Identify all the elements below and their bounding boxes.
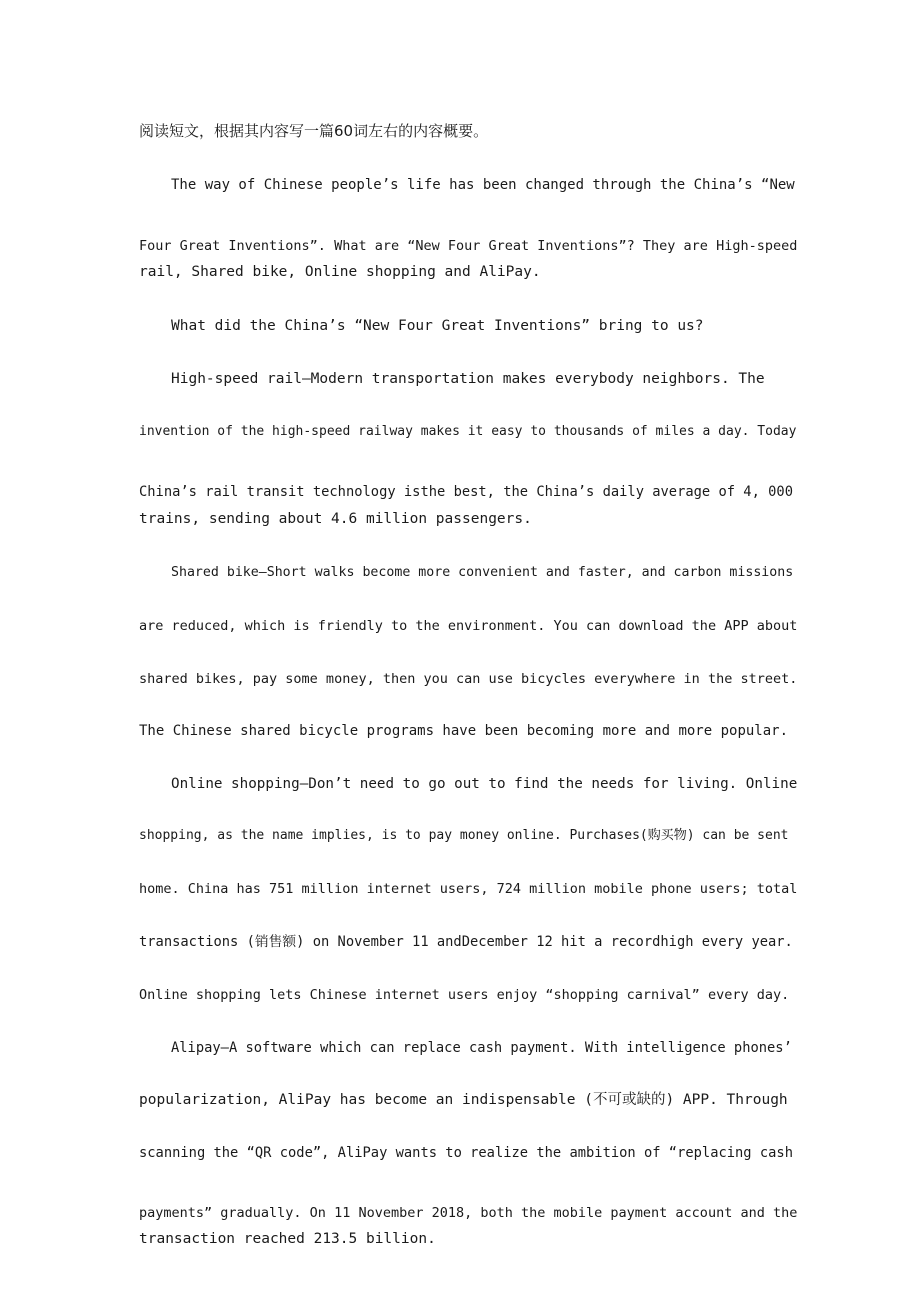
text-line: High-speed rail—Modern transportation makes everybody neighbors. The (171, 371, 765, 387)
text-line: Online shopping lets Chinese internet users enjoy “shopping carnival” every day. (139, 987, 790, 1003)
text-line: Shared bike—Short walks become more convenient and faster, and carbon missions (171, 565, 794, 580)
text-line: Four Great Inventions”. What are “New Four Great Inventions”? They are High-speed (139, 238, 798, 254)
text-line: shared bikes, pay some money, then you can use bicycles everywhere in the street. (139, 671, 798, 687)
text-line: transactions (销售额) on November 11 andDecember 12 hit a recordhigh every year. (139, 934, 793, 950)
text-line: rail, Shared bike, Online shopping and AliPay. (139, 264, 541, 280)
text-line: are reduced, which is friendly to the environment. You can download the APP about (139, 618, 798, 634)
text-line: invention of the high-speed railway makes it easy to thousands of miles a day. Today (139, 424, 797, 439)
text-line: trains, sending about 4.6 million passengers. (139, 511, 532, 527)
text-line: What did the China’s “New Four Great Inventions” bring to us? (171, 318, 704, 334)
text-line: Online shopping—Don’t need to go out to find the needs for living. Online (171, 776, 798, 792)
text-line: shopping, as the name implies, is to pay money online. Purchases(购买物) can be sent (139, 828, 789, 843)
instruction-text: 阅读短文，根据其内容写一篇60词左右的内容概要。 (139, 122, 489, 140)
text-line: transaction reached 213.5 billion. (139, 1231, 436, 1247)
text-line: home. China has 751 million internet users, 724 million mobile phone users; total (139, 881, 798, 897)
text-line: China’s rail transit technology isthe best, the China’s daily average of 4, 000 (139, 484, 793, 500)
text-line: The Chinese shared bicycle programs have been becoming more and more popular. (139, 723, 789, 739)
text-line: scanning the “QR code”, AliPay wants to realize the ambition of “replacing cash (139, 1145, 793, 1161)
text-line: popularization, AliPay has become an indispensable (不可或缺的) APP. Through (139, 1092, 788, 1108)
text-line: payments” gradually. On 11 November 2018, both the mobile payment account and the (139, 1205, 798, 1221)
text-line: Alipay—A software which can replace cash payment. With intelligence phones’ (171, 1040, 792, 1056)
text-line: The way of Chinese people’s life has been changed through the China’s “New (171, 177, 795, 193)
